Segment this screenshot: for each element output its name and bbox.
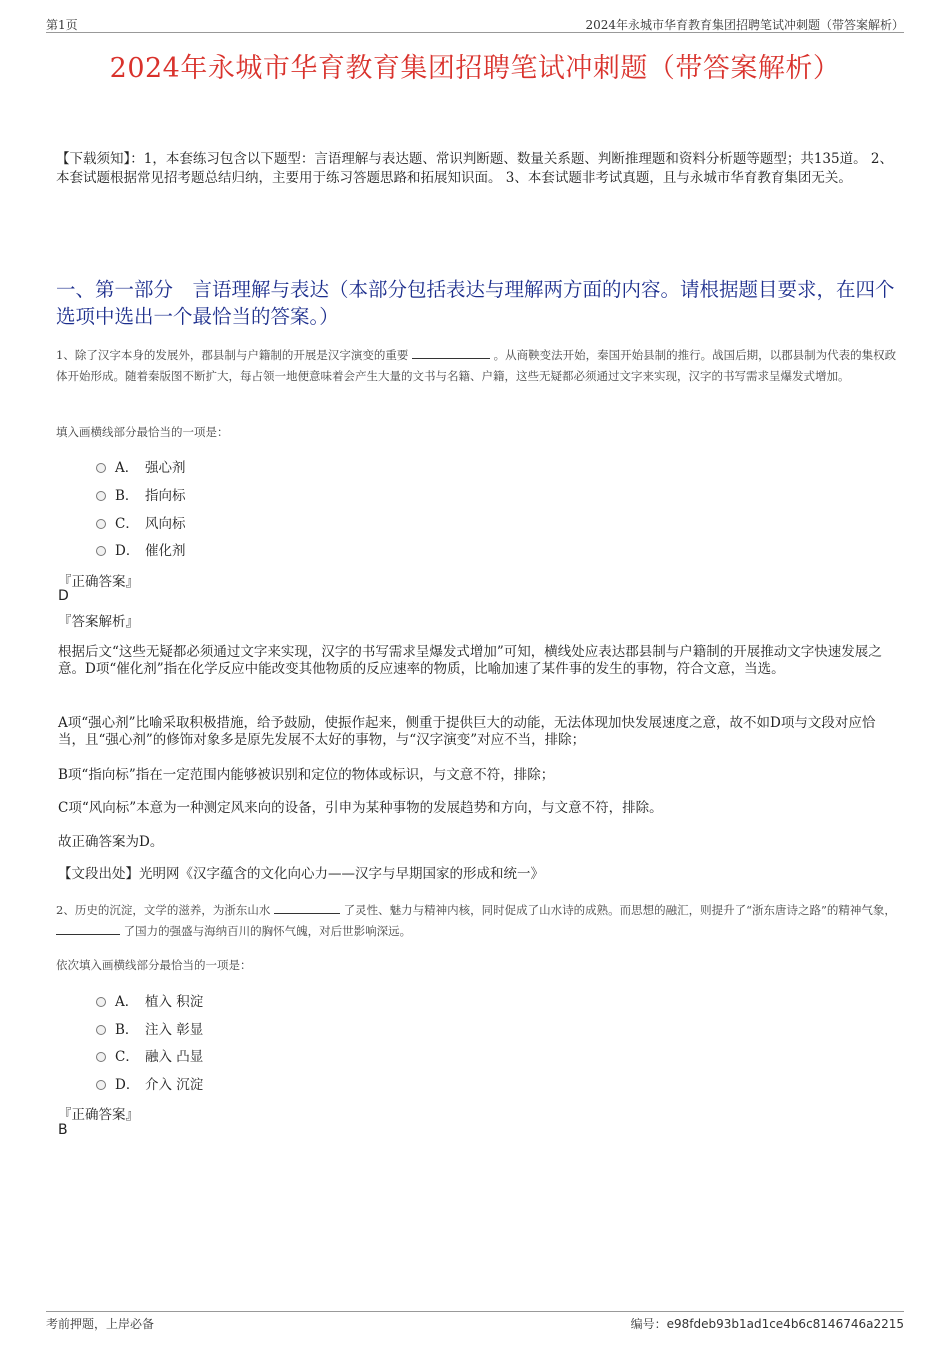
question-2-text-part-a: 2、历史的沉淀，文学的滋养，为浙东山水: [56, 903, 271, 917]
analysis-paragraph: C项“风向标”本意为一种测定风来向的设备，引申为某种事物的发展趋势和方向，与文意不符，排除。: [58, 800, 663, 816]
source-citation: 【文段出处】光明网《汉字蕴含的文化向心力——汉字与早期国家的形成和统一》: [58, 866, 544, 882]
option-text: 催化剂: [145, 543, 186, 559]
answer-blank: [274, 901, 340, 914]
page-footer: [46, 1311, 904, 1332]
option-key: B．: [115, 488, 139, 504]
radio-icon[interactable]: [96, 519, 106, 529]
radio-icon[interactable]: [96, 546, 106, 556]
footer-code-value: e98fdeb93b1ad1ce4b6c8146746a2215: [666, 1317, 904, 1331]
footer-code-label: 编号：: [630, 1317, 667, 1331]
page-header: [46, 14, 904, 33]
question-1-text: [56, 345, 898, 387]
answer-blank: [56, 922, 120, 935]
answer-label: 『正确答案』: [58, 1107, 139, 1123]
analysis-paragraph: 故正确答案为D。: [58, 834, 164, 850]
download-notice: 【下载须知】：1，本套练习包含以下题型：言语理解与表达题、常识判断题、数量关系题、判断推理题和资料分析题等题型；共135道。 2、本套试题根据常见招考题总结归纳，主要用于练习答题思路和拓展知识面。 3、本套试题非考试真题，且与永城市华育教育集团无关。: [56, 151, 893, 186]
radio-icon[interactable]: [96, 997, 106, 1007]
option-key: C．: [115, 516, 139, 532]
question-2-prompt: 依次填入画横线部分最恰当的一项是：: [56, 958, 252, 972]
answer-value: B: [58, 1122, 68, 1138]
option-b[interactable]: [96, 484, 186, 504]
option-c[interactable]: [96, 1045, 203, 1065]
analysis-paragraph: A项“强心剂”比喻采取积极措施，给予鼓励，使振作起来，侧重于提供巨大的动能，无法体现加快发展速度之意，故不如D项与文段对应恰当，且“强心剂”的修饰对象多是原先发展不太好的事物，与“汉字演变”对应不当，排除；: [58, 715, 876, 748]
answer-value: D: [58, 588, 69, 604]
footer-code: [631, 1315, 904, 1332]
option-text: 强心剂: [145, 460, 186, 476]
answer-label: 『正确答案』: [58, 574, 139, 590]
question-2-text: [56, 900, 898, 942]
radio-icon[interactable]: [96, 463, 106, 473]
option-text: 指向标: [145, 488, 186, 504]
section-heading: 一、第一部分 言语理解与表达（本部分包括表达与理解两方面的内容。请根据题目要求，在四个选项中选出一个最恰当的答案。）: [56, 278, 895, 328]
question-1-text-part-a: 1、除了汉字本身的发展外，郡县制与户籍制的开展是汉字演变的重要: [56, 348, 409, 362]
option-a[interactable]: [96, 990, 203, 1010]
option-d[interactable]: [96, 1073, 203, 1093]
option-key: B．: [115, 1022, 139, 1038]
radio-icon[interactable]: [96, 1025, 106, 1035]
option-b[interactable]: [96, 1018, 203, 1038]
analysis-paragraph: 根据后文“这些无疑都必须通过文字来实现，汉字的书写需求呈爆发式增加”可知，横线处应表达郡县制与户籍制的开展推动文字快速发展之意。D项“催化剂”指在化学反应中能改变其他物质的反应速率的物质，比喻加速了某件事的发生的事物，符合文意，当选。: [58, 644, 882, 677]
radio-icon[interactable]: [96, 491, 106, 501]
option-text: 融入 凸显: [145, 1049, 204, 1065]
page-title: 2024年永城市华育教育集团招聘笔试冲刺题（带答案解析）: [109, 53, 841, 84]
answer-blank: [412, 346, 490, 359]
option-c[interactable]: [96, 512, 186, 532]
analysis-label: 『答案解析』: [58, 614, 139, 630]
page-number: 第1页: [46, 18, 78, 32]
question-1-text-part-b: 。从商鞅变法开始，秦国开始县制的推行。战国后期，以郡县制为代表的集权政体开始形成。随着秦版图不断扩大，每占领一地便意味着会产生大量的文书与名籍、户籍，这些无疑都必须通过文字来实现，汉字的书写需求呈爆发式增加。: [56, 348, 897, 383]
question-2-text-part-c: 了国力的强盛与海纳百川的胸怀气魄，对后世影响深远。: [123, 924, 412, 938]
footer-slogan: 考前押题，上岸必备: [46, 1317, 155, 1331]
analysis-paragraph: B项“指向标”指在一定范围内能够被识别和定位的物体或标识，与文意不符，排除；: [58, 767, 555, 783]
header-doc-title: 2024年永城市华育教育集团招聘笔试冲刺题（带答案解析）: [585, 18, 904, 32]
option-text: 风向标: [145, 516, 186, 532]
option-text: 植入 积淀: [145, 994, 204, 1010]
option-key: A．: [115, 460, 139, 476]
option-key: C．: [115, 1049, 139, 1065]
option-key: A．: [115, 994, 139, 1010]
option-text: 注入 彰显: [145, 1022, 204, 1038]
option-d[interactable]: [96, 539, 186, 559]
option-text: 介入 沉淀: [145, 1077, 204, 1093]
radio-icon[interactable]: [96, 1080, 106, 1090]
question-1-prompt: 填入画横线部分最恰当的一项是：: [56, 425, 229, 439]
option-a[interactable]: [96, 456, 186, 476]
option-key: D．: [115, 543, 140, 559]
radio-icon[interactable]: [96, 1052, 106, 1062]
option-key: D．: [115, 1077, 140, 1093]
question-2-text-part-b: 了灵性、魅力与精神内核，同时促成了山水诗的成熟。而思想的融汇，则提升了“浙东唐诗之路”的精神气象，: [343, 903, 896, 917]
